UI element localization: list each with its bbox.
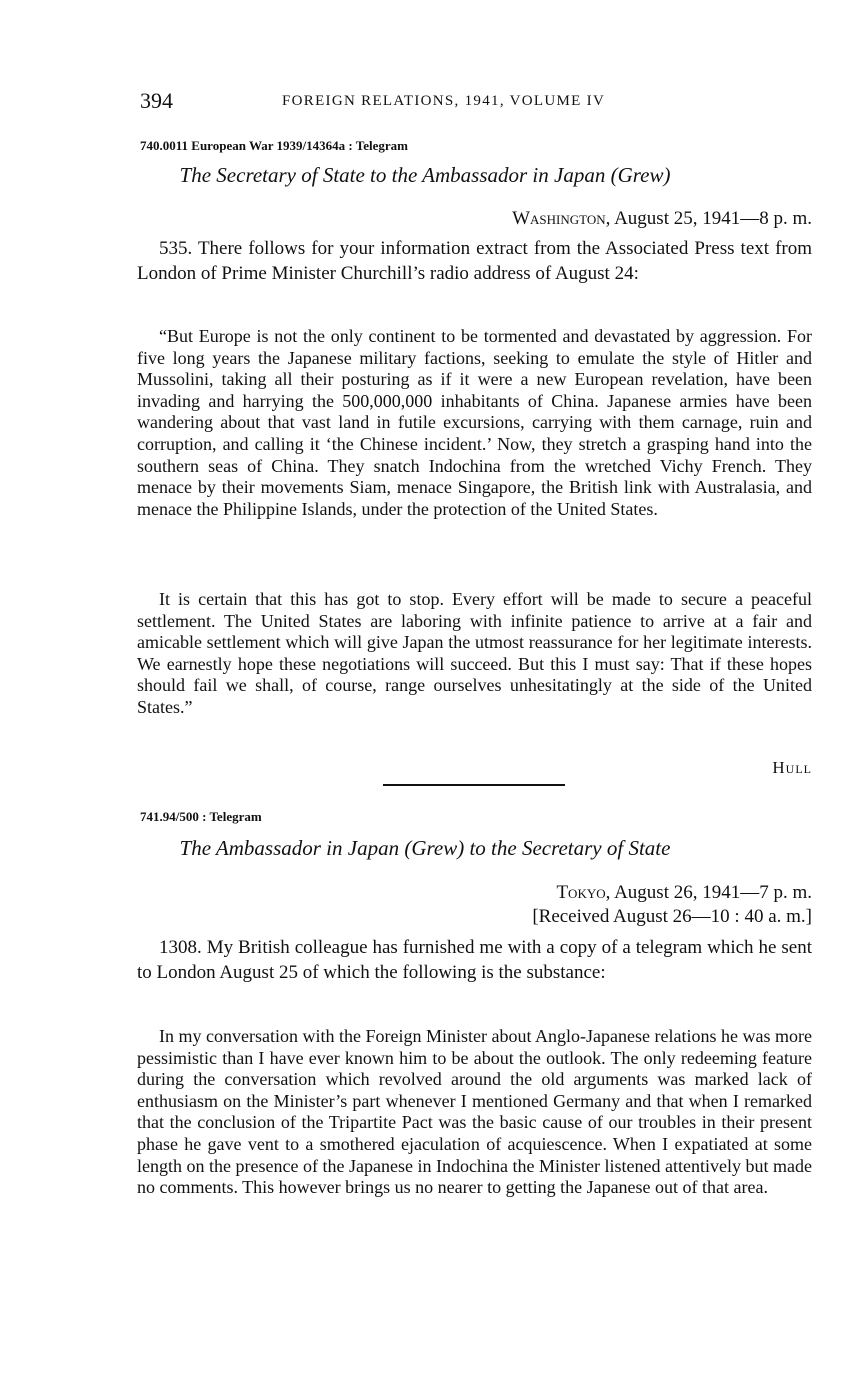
doc2-file-reference: 741.94/500 : Telegram (140, 809, 262, 824)
running-head-title: FOREIGN RELATIONS, 1941, VOLUME IV (282, 93, 606, 109)
doc1-quote-paragraph-1 (137, 326, 812, 520)
doc2-intro-text: 1308. My British colleague has furnished me with a copy of a telegram which he sent to London August 25 of which the following is the substance: (137, 937, 812, 983)
doc2-received-line: [Received August 26—10 : 40 a. m.] (532, 906, 812, 927)
doc2-place: Tokyo (556, 882, 606, 903)
doc1-quote-text-2: It is certain that this has got to stop. Every effort will be made to secure a peaceful settlement. The United States are laboring with infinite patience to arrive at a fair and amicable settlement which will give Japan the utmost reassurance for her legitimate interests. We earnestly hope these negotiations will succeed. But this I must say: That if these hopes should fail we shall, of course, range ourselves unhesitatingly at the side of the United States.” (137, 589, 812, 717)
doc2-date: , August 26, 1941—7 p. m. (605, 882, 812, 903)
running-head (140, 88, 820, 118)
doc2-dateline (556, 882, 812, 904)
doc1-dateline (512, 208, 812, 230)
doc2-quote-paragraph (137, 1026, 812, 1199)
doc2-quote-text: In my conversation with the Foreign Minister about Anglo-Japanese relations he was more pessimistic than I have ever known him to be about the outlook. The only redeeming feature during the conversation which revolved around the old arguments was marked lack of enthusiasm on the Minister’s part whenever I mentioned Germany and that when I remarked that the conclusion of the Tripartite Pact was the basic cause of our troubles in their present phase he gave vent to a smothered ejaculation of acquiescence. When I expatiated at some length on the presence of the Japanese in Indochina the Minister listened attentively but made no comments. This however brings us no nearer to getting the Japanese out of that area. (137, 1026, 812, 1198)
doc1-intro-text: 535. There follows for your information extract from the Associated Press text from London of Prime Minister Churchill’s radio address of August 24: (137, 238, 812, 284)
doc1-intro-paragraph (137, 236, 812, 286)
doc1-file-reference: 740.0011 European War 1939/14364a : Telegram (140, 138, 408, 153)
doc1-signature: Hull (772, 758, 812, 777)
doc1-quote-text-1: “But Europe is not the only continent to be tormented and devastated by aggression. For five long years the Japanese military factions, seeking to emulate the style of Hitler and Mussolini, taking all their posturing as if it were a new European revelation, have been invading and harrying the 500,000,000 inhabitants of China. Japanese armies have been wandering about that vast land in futile excursions, carrying with them carnage, ruin and corruption, and calling it ‘the Chinese incident.’ Now, they stretch a grasping hand into the southern seas of China. They snatch Indochina from the wretched Vichy French. They menace by their movements Siam, menace Singapore, the British link with Australasia, and menace the Philippine Islands, under the protection of the United States. (137, 326, 812, 519)
doc2-title: The Ambassador in Japan (Grew) to the Secretary of State (179, 836, 671, 860)
doc1-place: Washington (512, 208, 606, 229)
section-divider (383, 784, 565, 786)
doc2-intro-paragraph (137, 935, 812, 985)
doc1-quote-paragraph-2 (137, 589, 812, 719)
page-number: 394 (140, 88, 173, 113)
doc1-title: The Secretary of State to the Ambassador in Japan (Grew) (179, 163, 671, 187)
doc1-date: , August 25, 1941—8 p. m. (605, 208, 812, 229)
